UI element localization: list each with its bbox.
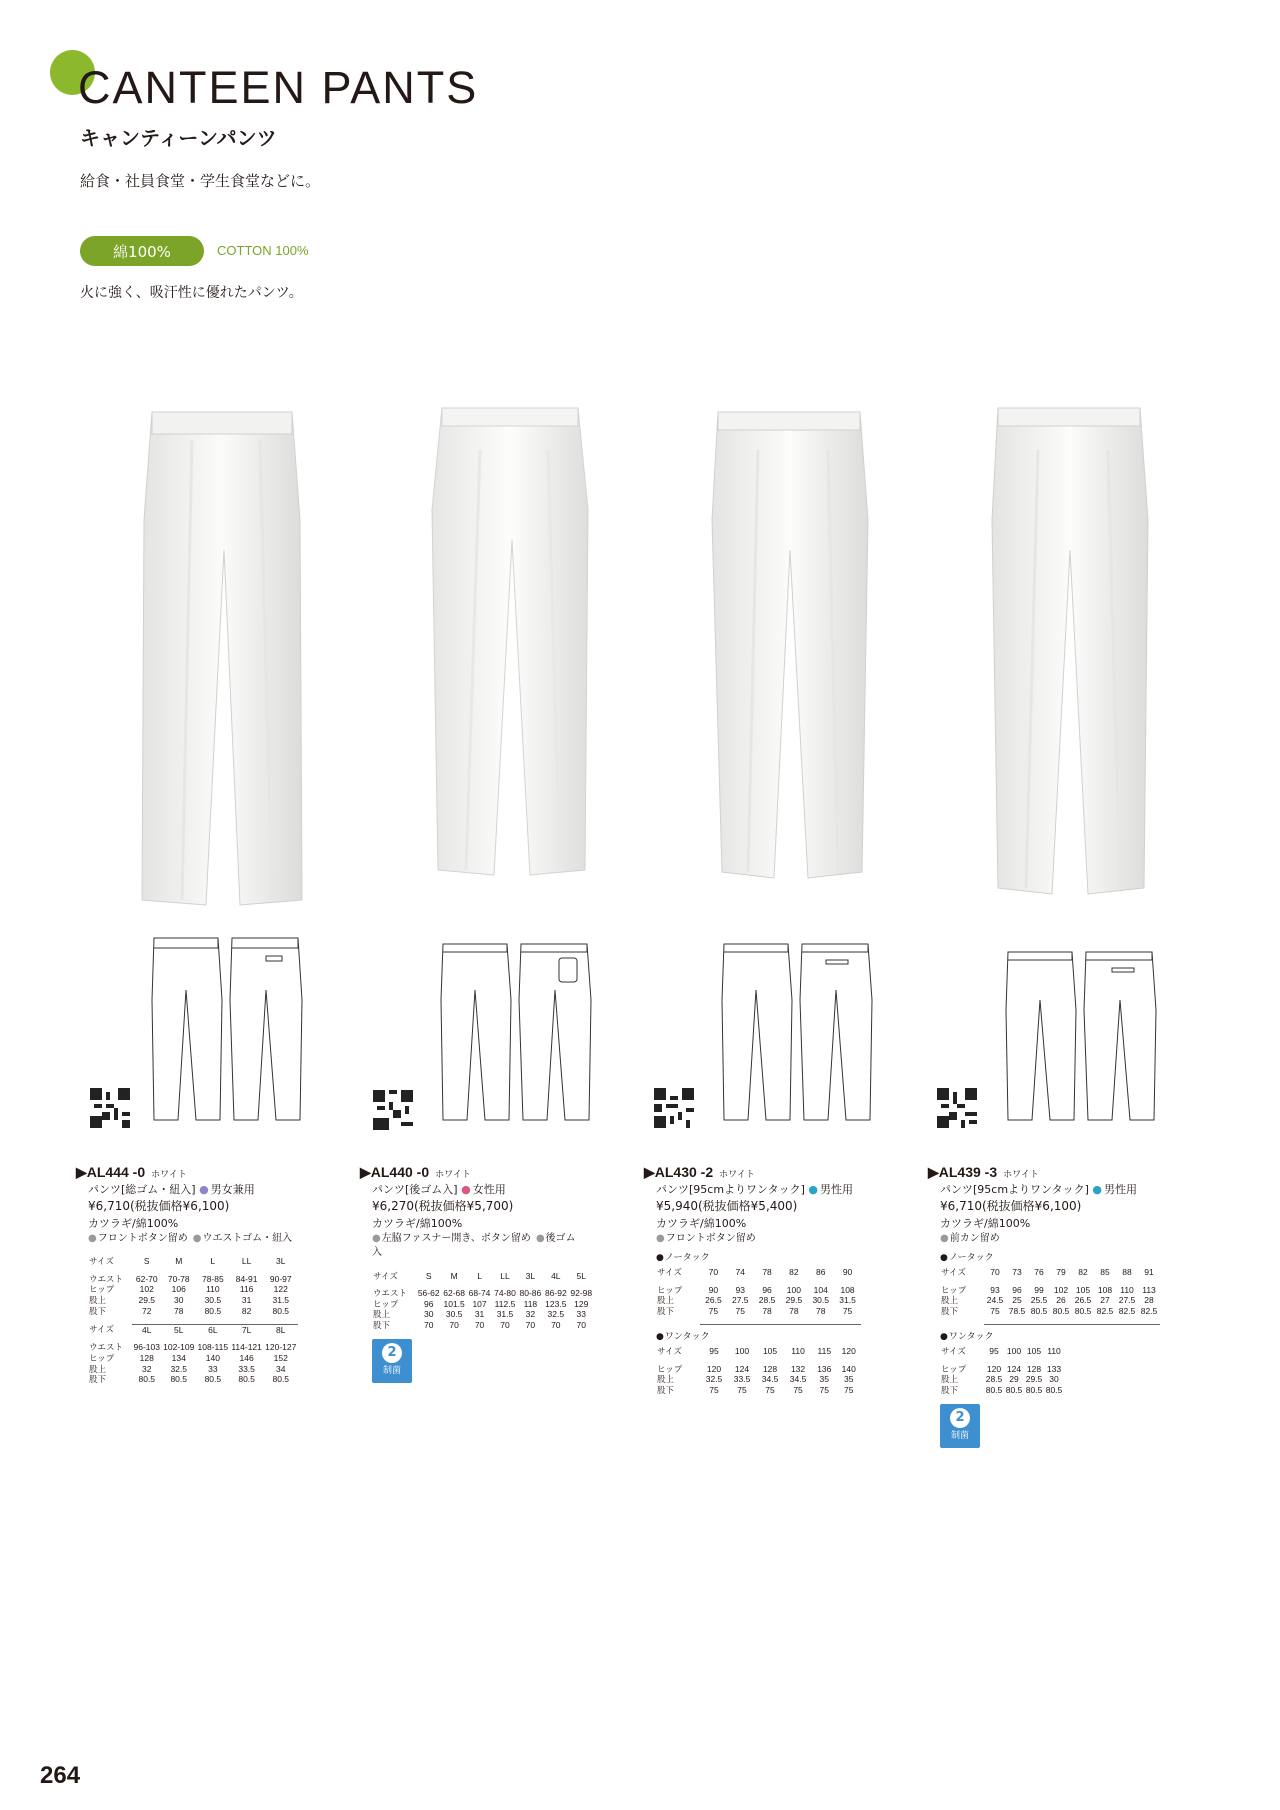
size-table: サイズ 95 100 105 110 ヒップ 120 124 128 133 股上 28.5 29 29.5 30 股下 80.5 80.5 80.5 80.5 — [941, 1346, 1063, 1396]
size-table: サイズ S M L LL 3L 4L 5L ウエスト 56-62 62-68 68-74 74-80 80-86 86-92 92-98 ヒップ 96 101.5 107 112.5 118 123.5 129 股上 30 30.5 31 31.5 32 32.5 33 股下 70 70 70 70 70 70 70 — [373, 1270, 593, 1331]
product-price: ¥6,270(税抜価格¥5,700) — [372, 1199, 514, 1214]
product-al440 — [360, 1162, 593, 1383]
product-material: カツラギ/綿100% — [88, 1216, 179, 1230]
product-price: ¥5,940(税抜価格¥5,400) — [656, 1199, 798, 1214]
tuck-label: ● ノータック — [940, 1252, 1158, 1265]
product-features: ● フロントボタン留め● ウエストゴム・紐入 — [88, 1232, 306, 1247]
sketch-al439 — [1002, 930, 1162, 1130]
product-photo-al439 — [980, 400, 1160, 920]
sketch-al440 — [437, 930, 597, 1130]
qr-code-al439[interactable] — [937, 1088, 977, 1128]
product-code: ▶AL444 -0 ホワイト — [76, 1164, 187, 1180]
tuck-label: ● ノータック — [656, 1252, 874, 1265]
sketch-al444 — [148, 930, 308, 1130]
sketch-al430 — [718, 930, 878, 1130]
size-table: サイズ S M L LL 3L ウエスト 62-70 70-78 78-85 84-91 90-97 ヒップ 102 106 110 116 122 股上 29.5 30 30.5 31 31.5 股下 72 78 80.5 82 80.5 サイズ 4L 5L 6L 7L 8L ウエスト 96-103 102-109 108-115 114-121 120-127 ヒップ 128 134 140 146 152 股上 32 32.5 33 33.5 34 股下 80.5 80.5 80.5 80.5 80.5 — [89, 1256, 297, 1385]
product-al444 — [76, 1162, 306, 1385]
product-features: ● フロントボタン留め — [656, 1232, 874, 1247]
product-photo-al440 — [420, 400, 600, 920]
gender-badge: ● 男性用 — [808, 1183, 853, 1196]
antibacterial-badge: 2 制菌 — [940, 1404, 980, 1448]
product-photo-al430 — [700, 400, 880, 920]
gender-badge: ● 男女兼用 — [199, 1183, 255, 1196]
page-subtitle: キャンティーンパンツ — [80, 126, 277, 150]
qr-code-al444[interactable] — [90, 1088, 130, 1128]
product-material: カツラギ/綿100% — [372, 1216, 463, 1230]
tuck-label: ● ワンタック — [656, 1331, 874, 1344]
product-code: ▶AL439 -3 ホワイト — [928, 1164, 1039, 1180]
size-table: サイズ 70 74 78 82 86 90 ヒップ 90 93 96 100 104 108 股上 26.5 27.5 28.5 29.5 30.5 31.5 股下 75 75 78 78 78 75 — [656, 1267, 861, 1325]
gender-badge: ● 男性用 — [1092, 1183, 1137, 1196]
tuck-label: ● ワンタック — [940, 1331, 1158, 1344]
gender-badge: ● 女性用 — [461, 1183, 506, 1196]
product-price: ¥6,710(税抜価格¥6,100) — [88, 1199, 230, 1214]
tagline: 給食・社員食堂・学生食堂などに。 — [80, 172, 321, 190]
product-code: ▶AL430 -2 ホワイト — [644, 1164, 755, 1180]
product-al430 — [644, 1162, 874, 1396]
size-table: サイズ 70 73 76 79 82 85 88 91 ヒップ 93 96 99 102 105 108 110 113 股上 24.5 25 25.5 26 26.5 27 27.5 28 股下 75 78.5 80.5 80.5 80.5 82.5 82.5 82.5 — [940, 1267, 1160, 1325]
product-code: ▶AL440 -0 ホワイト — [360, 1164, 471, 1180]
product-material: カツラギ/綿100% — [940, 1216, 1031, 1230]
product-features: ● 前カン留め — [940, 1232, 1158, 1247]
product-name: パンツ[総ゴム・紐入] — [88, 1183, 196, 1197]
product-al439 — [928, 1162, 1158, 1448]
antibacterial-badge: 2 制菌 — [372, 1339, 412, 1383]
product-price: ¥6,710(税抜価格¥6,100) — [940, 1199, 1082, 1214]
product-name: パンツ[95cmよりワンタック] — [656, 1183, 805, 1197]
qr-code-al430[interactable] — [654, 1088, 694, 1128]
page-title: CANTEEN PANTS — [78, 62, 479, 113]
product-features: ● 左脇ファスナー開き、ボタン留め● 後ゴム入 — [372, 1232, 590, 1261]
size-table: サイズ 95 100 105 110 115 120 ヒップ 120 124 128 132 136 140 股上 32.5 33.5 34.5 34.5 35 35 股下 75 75 75 75 75 75 — [657, 1346, 856, 1396]
material-en: COTTON 100% — [217, 243, 309, 258]
qr-code-al440[interactable] — [373, 1090, 413, 1130]
page-number: 264 — [40, 1762, 81, 1789]
description: 火に強く、吸汗性に優れたパンツ。 — [80, 285, 303, 301]
product-name: パンツ[後ゴム入] — [372, 1183, 458, 1197]
material-pill: 綿100% — [80, 236, 204, 266]
product-name: パンツ[95cmよりワンタック] — [940, 1183, 1089, 1197]
product-photo-al444 — [132, 400, 312, 920]
product-material: カツラギ/綿100% — [656, 1216, 747, 1230]
